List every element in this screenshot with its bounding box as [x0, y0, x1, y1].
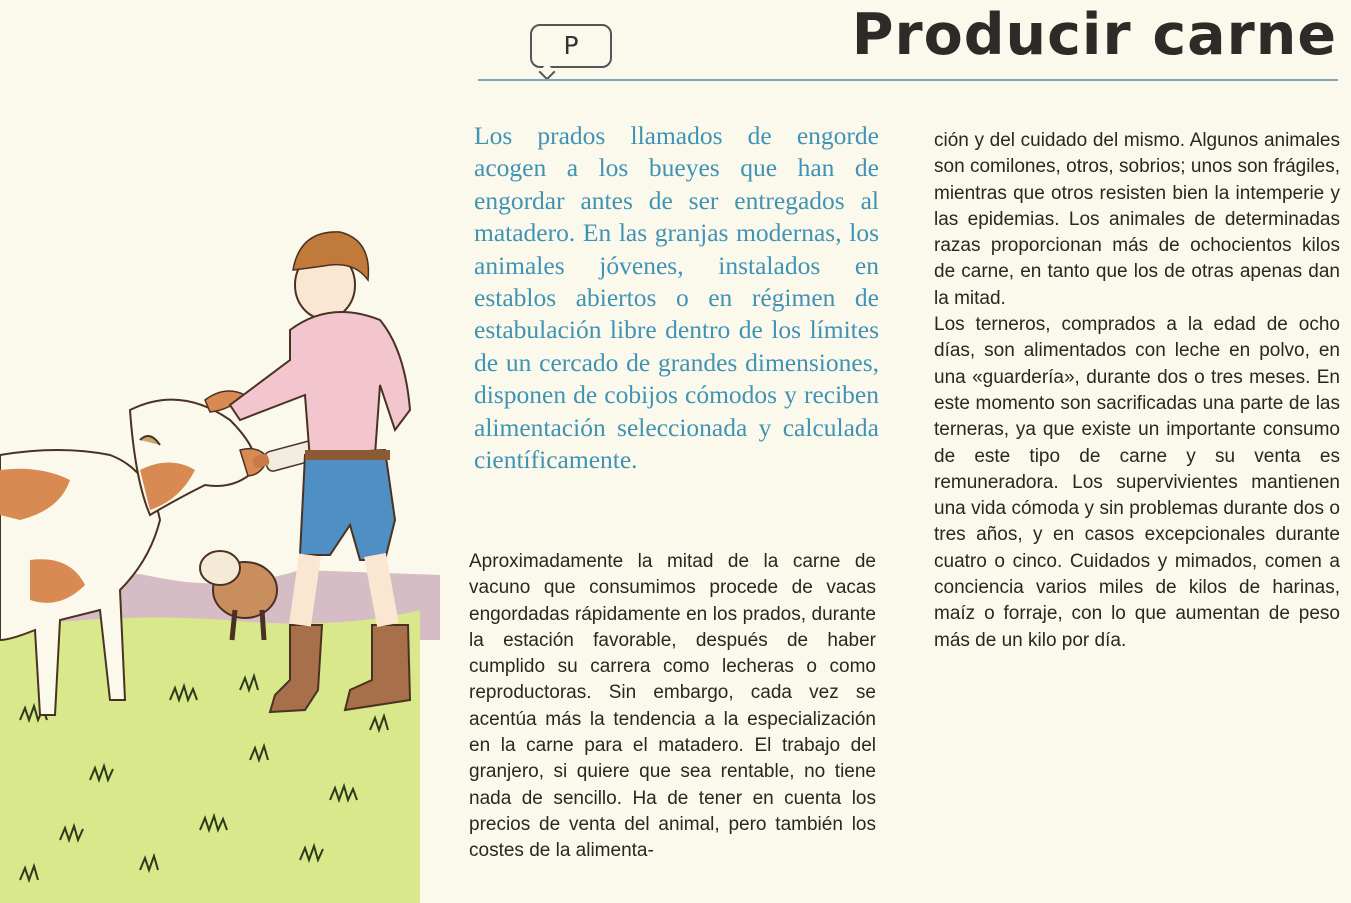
page-title: Producir carne: [851, 2, 1337, 68]
body-column-right: [934, 128, 1340, 654]
body-paragraph: ción y del cuidado del mismo. Algunos animales son comilones, otros, sobrios; unos son frágiles, mientras que otros resisten bien la intemperie y las epidemias. Los animales de determinadas razas proporcionan más de ochocientos kilos de carne, en tanto que los de otras apenas dan la mitad.: [934, 130, 1340, 309]
intro-paragraph: Los prados llamados de engorde acogen a los bueyes que han de engordar antes de ser entregados al matadero. En las granjas modernas, los animales jóvenes, instalados en establos abiertos o en régimen de estabulación libre dentro de los límites de un cercado de grandes dimensiones, disponen de cobijos cómodos y reciben alimentación seleccionada y calculada científicamente.: [474, 121, 879, 475]
body-paragraph: Aproximadamente la mitad de la carne de vacuno que consumimos procede de vacas engordadas rápidamente en los prados, durante la estación favorable, después de haber cumplido su carrera como lecheras o como reproductoras. Sin embargo, cada vez se acentúa más la tendencia a la especialización en la carne para el matadero. El trabajo del granjero, si quiere que sea rentable, no tiene nada de sencillo. Ha de tener en cuenta los precios de venta del animal, pero también los costes de la alimenta-: [469, 551, 876, 862]
section-badge: P: [530, 24, 612, 68]
body-paragraph: Los terneros, comprados a la edad de ocho días, son alimentados con leche en polvo, en una «guardería», durante dos o tres meses. En este momento son sacrificadas una parte de las terneras, ya que existe un importante consumo de este tipo de carne y su venta es remuneradora. Los supervivientes mantienen una vida cómoda y sin problemas durante dos o tres años, y en casos excepcionales durante cuatro o cinco. Cuidados y mimados, comen a conciencia varios miles de kilos de harinas, maíz o forraje, con lo que aumentan de peso más de un kilo por día.: [934, 314, 1340, 651]
farm-illustration: [0, 0, 440, 903]
body-column-middle: [469, 549, 876, 865]
title-divider: [478, 79, 1338, 81]
meadow: [0, 610, 420, 903]
